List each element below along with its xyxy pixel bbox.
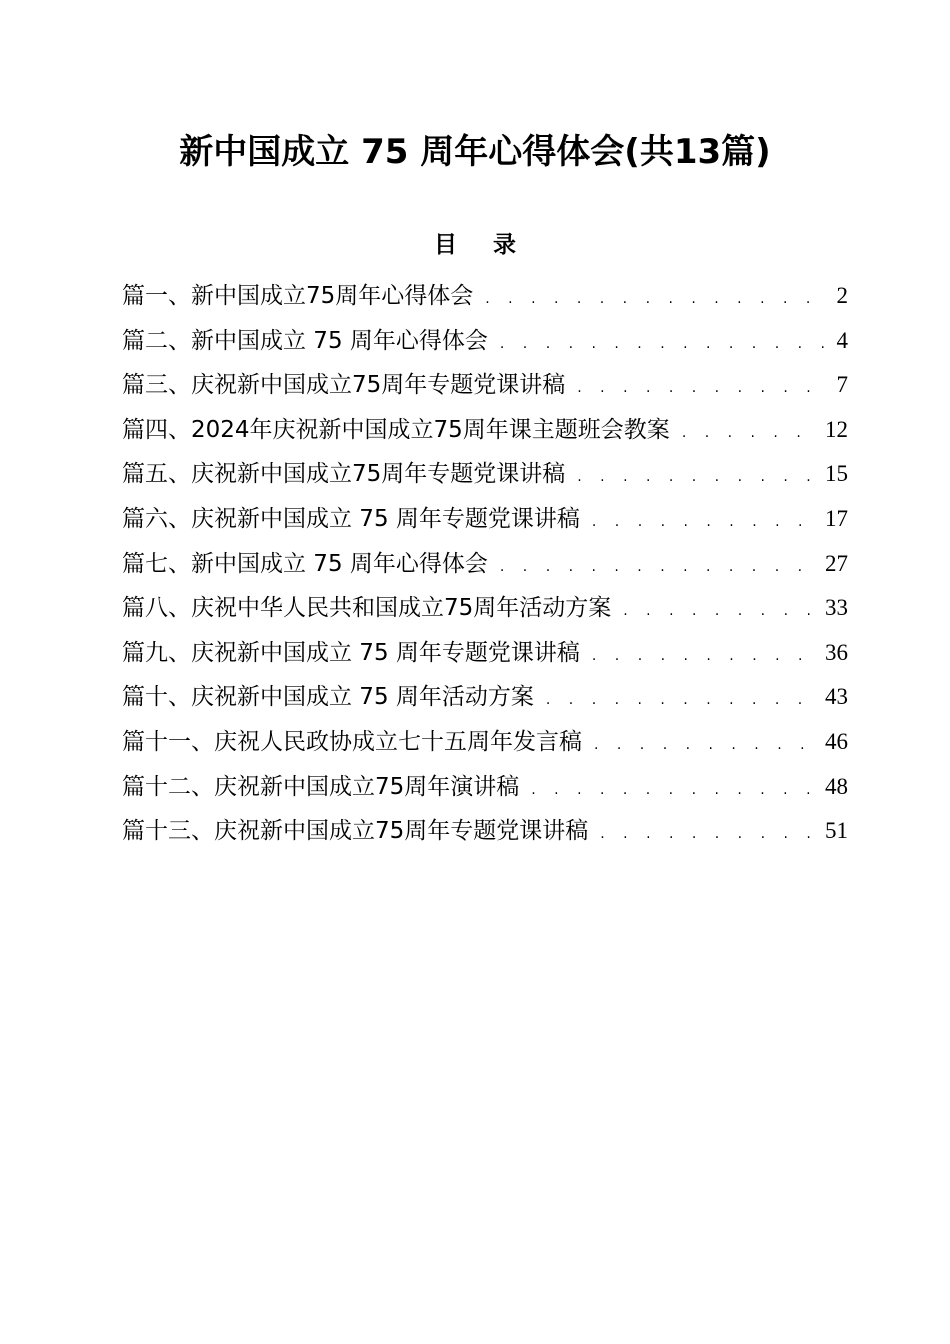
toc-entry-4[interactable] [122,408,848,453]
toc-leader-dots [500,322,828,366]
toc-entry-label: 篇八、庆祝中华人民共和国成立75周年活动方案 [122,595,612,622]
toc-entry-label: 篇四、2024年庆祝新中国成立75周年课主题班会教案 [122,416,670,443]
toc-heading: 目 录 [433,232,530,258]
toc-leader-dots [623,589,817,633]
toc-entry-label: 篇七、新中国成立 75 周年心得体会 [122,550,488,577]
toc-entry-page: 46 [825,728,848,754]
toc-entry-label: 篇九、庆祝新中国成立 75 周年专题党课讲稿 [122,639,580,666]
toc-entry-page: 15 [825,461,848,487]
toc-entry-page: 43 [825,684,848,710]
toc-leader-dots [531,768,817,812]
toc-leader-dots [500,545,817,589]
toc-entry-label: 篇三、庆祝新中国成立75周年专题党课讲稿 [122,372,566,399]
toc-entry-7[interactable] [122,542,848,587]
toc-entry-page: 27 [825,550,848,576]
toc-entry-6[interactable] [122,497,848,542]
toc-leader-dots [592,634,817,678]
toc-leader-dots [577,455,817,499]
toc-entry-page: 2 [836,283,848,308]
document-title: 新中国成立 75 周年心得体会(共13篇) [179,132,771,172]
toc-leader-dots [485,277,828,321]
toc-entry-page: 36 [825,639,848,665]
toc-entry-page: 17 [825,505,848,531]
toc-entry-page: 4 [836,327,848,353]
toc-entry-11[interactable] [122,720,848,765]
toc-entry-12[interactable] [122,765,848,810]
toc-entry-13[interactable] [122,809,848,854]
toc-entry-10[interactable] [122,675,848,720]
toc-leader-dots [594,723,817,767]
toc-entry-label: 篇十一、庆祝人民政协成立七十五周年发言稿 [122,728,582,755]
toc-entry-page: 12 [825,416,848,442]
toc-entry-label: 篇十三、庆祝新中国成立75周年专题党课讲稿 [122,818,589,845]
toc-entry-label: 篇二、新中国成立 75 周年心得体会 [122,327,488,354]
toc-entry-page: 7 [836,372,848,398]
toc-entry-label: 篇十二、庆祝新中国成立75周年演讲稿 [122,773,520,800]
toc-entry-1[interactable] [122,274,848,319]
toc-entry-3[interactable] [122,363,848,408]
toc-entry-2[interactable] [122,319,848,364]
toc-entry-page: 51 [825,818,848,844]
toc-entry-label: 篇十、庆祝新中国成立 75 周年活动方案 [122,684,534,711]
table-of-contents [122,274,848,854]
toc-leader-dots [546,678,817,722]
toc-entry-label: 篇一、新中国成立75周年心得体会 [122,283,474,309]
toc-entry-9[interactable] [122,631,848,676]
toc-entry-page: 48 [825,773,848,799]
toc-entry-8[interactable] [122,586,848,631]
toc-leader-dots [577,366,828,410]
toc-leader-dots [682,411,817,455]
toc-entry-page: 33 [825,595,848,621]
toc-leader-dots [592,500,817,544]
toc-entry-label: 篇五、庆祝新中国成立75周年专题党课讲稿 [122,461,566,488]
toc-leader-dots [600,812,817,856]
toc-entry-label: 篇六、庆祝新中国成立 75 周年专题党课讲稿 [122,505,580,532]
toc-entry-5[interactable] [122,452,848,497]
